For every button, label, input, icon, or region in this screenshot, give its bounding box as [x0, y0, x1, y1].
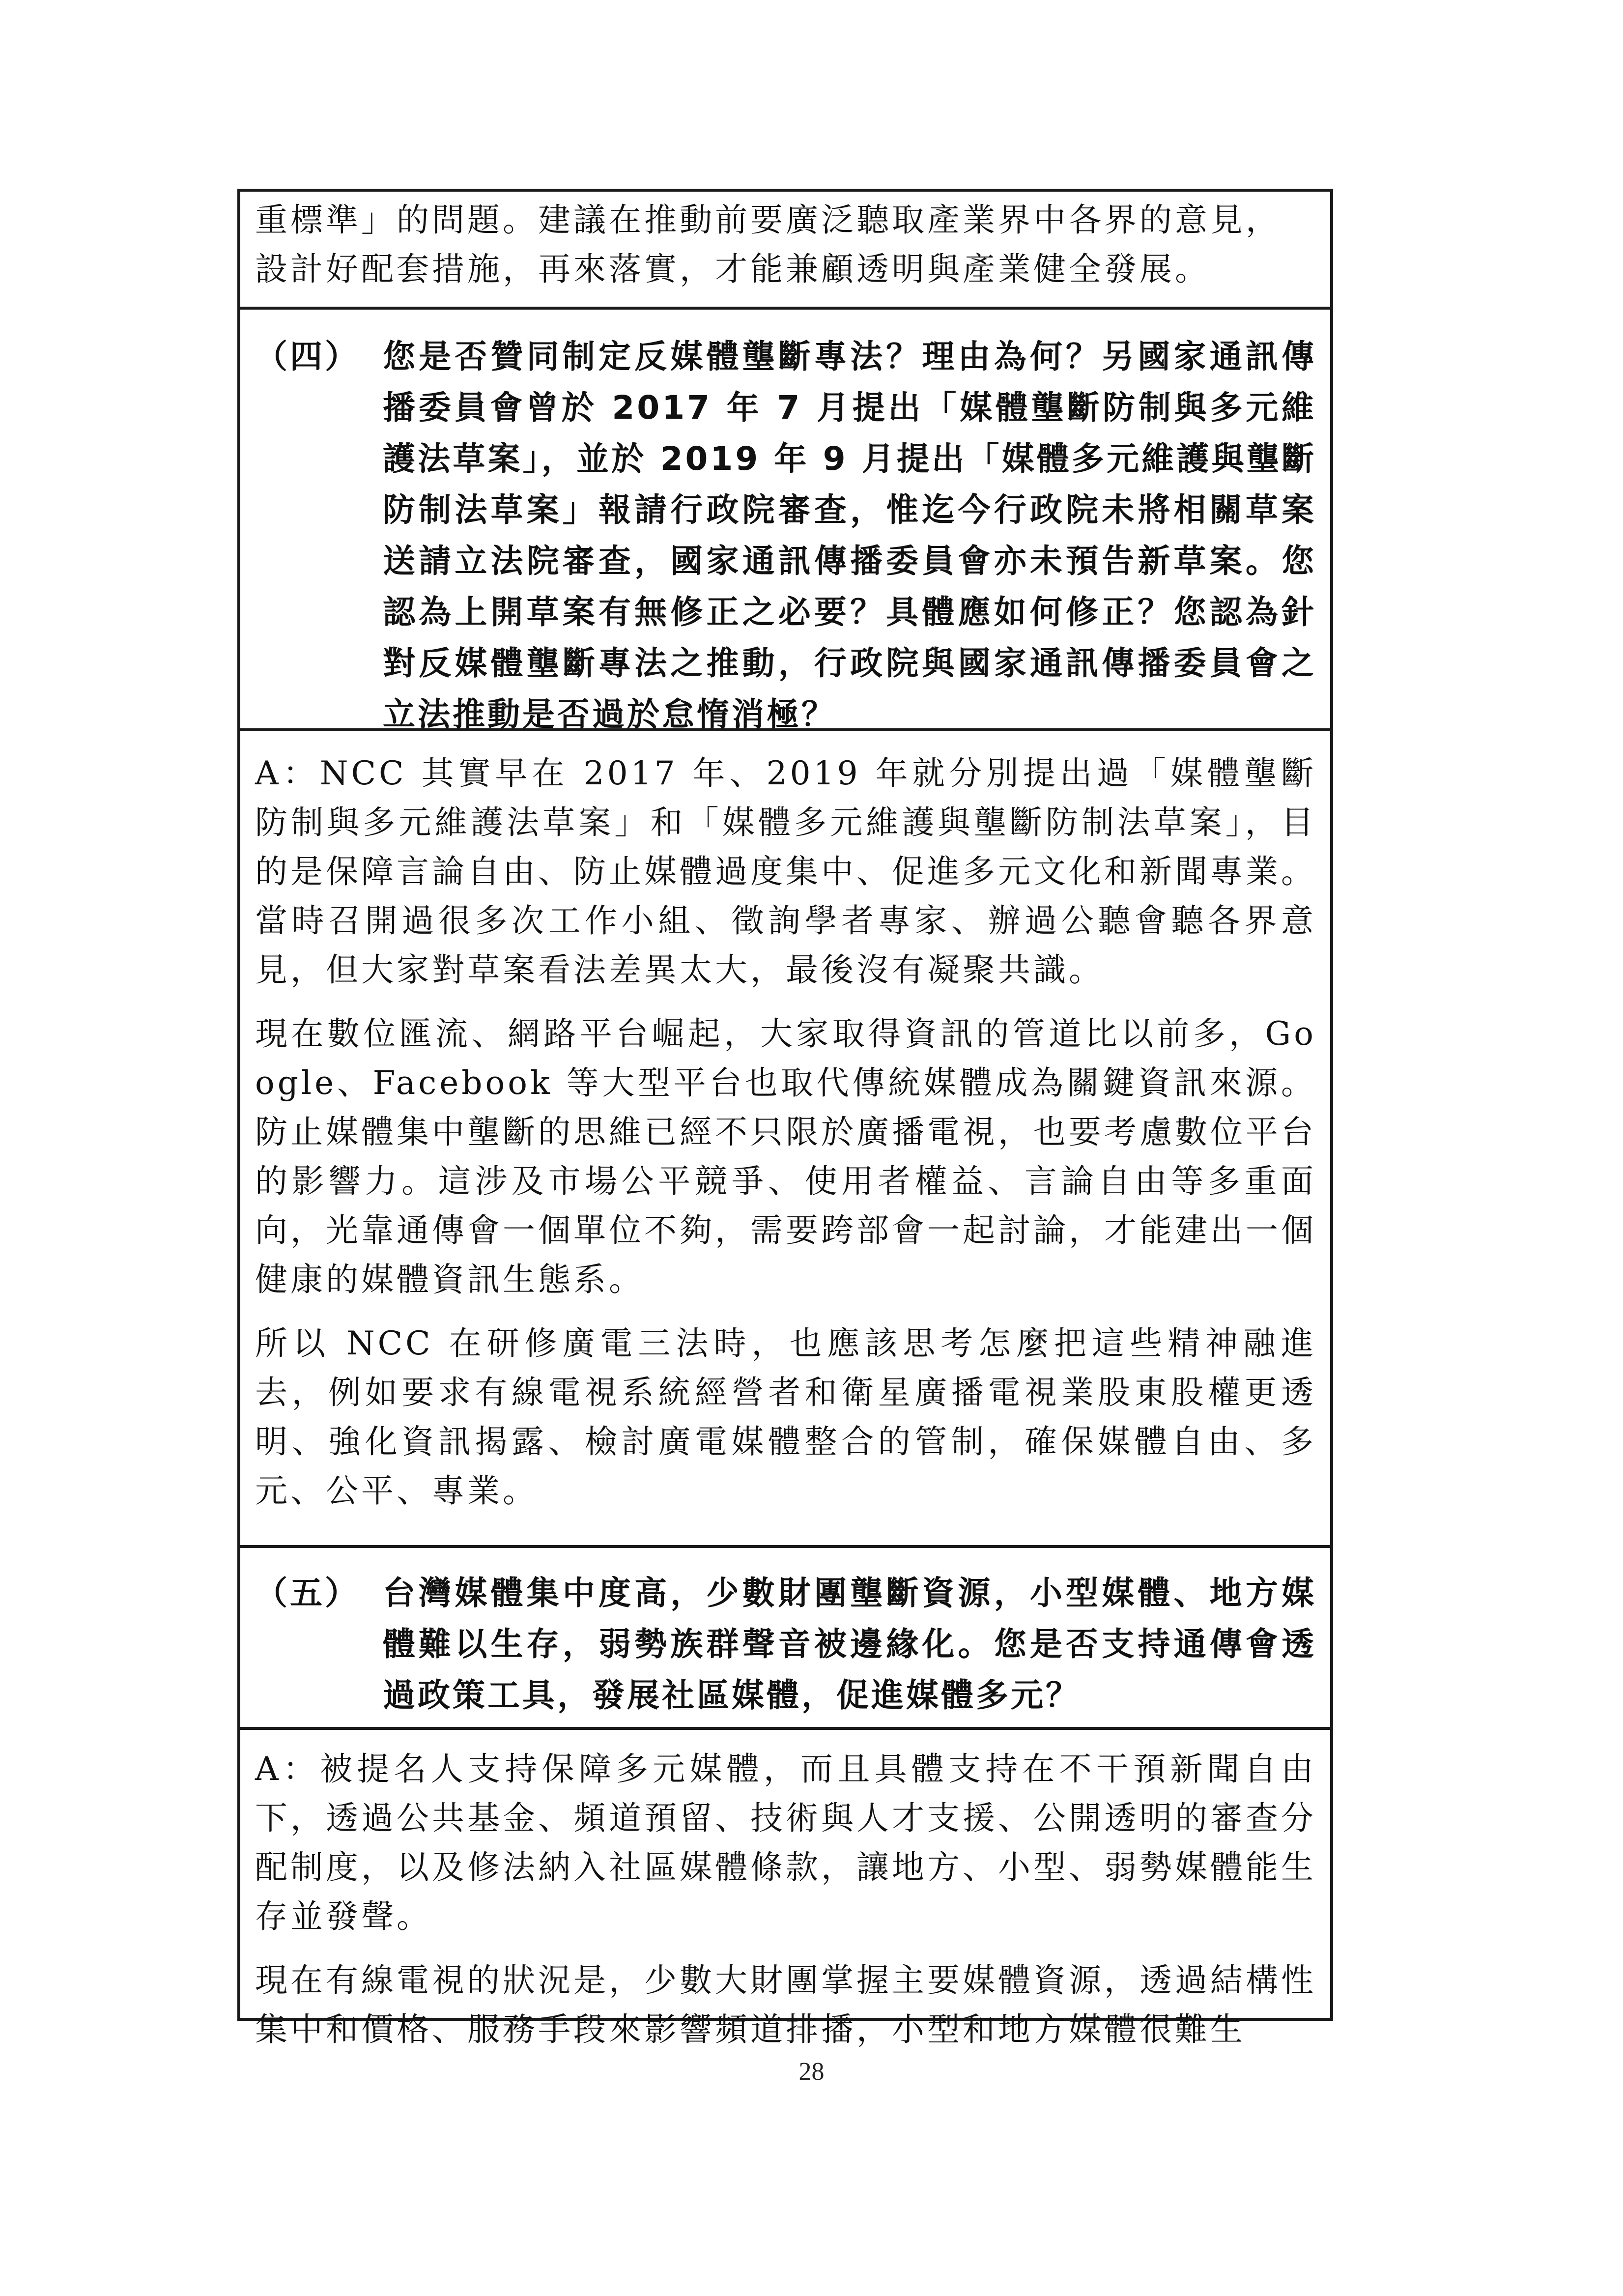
document-table [237, 189, 1333, 2048]
answer-4-paragraph-1: A：NCC 其實早在 2017 年、2019 年就分別提出過「媒體壟斷防制與多元維護法草案」和「媒體多元維護與壟斷防制法草案」，目的是保障言論自由、防止媒體過度集中、促進多元文化和新聞專業。當時召開過很多次工作小組、徵詢學者專家、辦過公聽會聽各界意見，但大家對草案看法差異太大，最後沒有凝聚共識。 [255, 754, 1316, 989]
answer-4-paragraph-3: 所以 NCC 在研修廣電三法時，也應該思考怎麼把這些精神融進去，例如要求有線電視系統經營者和衛星廣播電視業股東股權更透明、強化資訊揭露、檢討廣電媒體整合的管制，確保媒體自由、多元、公平、專業。 [255, 1324, 1316, 1510]
continuation-line-1: 重標準」的問題。建議在推動前要廣泛聽取產業界中各界的意見， [255, 201, 1281, 239]
answer-5-paragraph-1: A：被提名人支持保障多元媒體，而且具體支持在不干預新聞自由下，透過公共基金、頻道預留、技術與人才支援、公開透明的審查分配制度，以及修法納入社區媒體條款，讓地方、小型、弱勢媒體能生存並發聲。 [255, 1750, 1316, 1935]
answer-4-paragraph-2: 現在數位匯流、網路平台崛起，大家取得資訊的管道比以前多，Google、Facebook 等大型平台也取代傳統媒體成為關鍵資訊來源。防止媒體集中壟斷的思維已經不只限於廣播電視，也要考慮數位平台的影響力。這涉及市場公平競爭、使用者權益、言論自由等多重面向，光靠通傳會一個單位不夠，需要跨部會一起討論，才能建出一個健康的媒體資訊生態系。 [255, 1015, 1316, 1298]
question-4-text: 您是否贊同制定反媒體壟斷專法？理由為何？另國家通訊傳播委員會曾於 2017 年 7 月提出「媒體壟斷防制與多元維護法草案」，並於 2019 年 9 月提出「媒體多元維護與壟斷防制法草案」報請行政院審查，惟迄今行政院未將相關草案送請立法院審查，國家通訊傳播委員會亦未預告新草案。您認為上開草案有無修正之必要？具體應如何修正？您認為針對反媒體壟斷專法之推動，行政院與國家通訊傳播委員會之立法推動是否過於怠惰消極？ [383, 338, 1316, 733]
question-4 [255, 331, 1316, 740]
row-divider [240, 1727, 1330, 1730]
row-divider [240, 1545, 1330, 1548]
continuation-cell [240, 193, 1330, 300]
question-5-cell [240, 1568, 1330, 1730]
question-5 [255, 1568, 1316, 1721]
answer-5-cell [240, 1745, 1330, 2048]
question-5-number: （五） [255, 1574, 360, 1612]
continuation-line-2: 設計好配套措施，再來落實，才能兼顧透明與產業健全發展。 [255, 250, 1210, 288]
row-divider [240, 728, 1330, 731]
answer-4-cell [240, 749, 1330, 1511]
question-5-text: 台灣媒體集中度高，少數財團壟斷資源，小型媒體、地方媒體難以生存，弱勢族群聲音被邊緣化。您是否支持通傳會透過政策工具，發展社區媒體，促進媒體多元？ [383, 1574, 1316, 1714]
answer-5-paragraph-2: 現在有線電視的狀況是，少數大財團掌握主要媒體資源，透過結構性集中和價格、服務手段來影響頻道排播，小型和地方媒體很難生 [255, 1961, 1316, 2048]
page-number: 28 [798, 2058, 825, 2086]
question-4-number: （四） [255, 338, 360, 375]
row-divider [240, 307, 1330, 310]
